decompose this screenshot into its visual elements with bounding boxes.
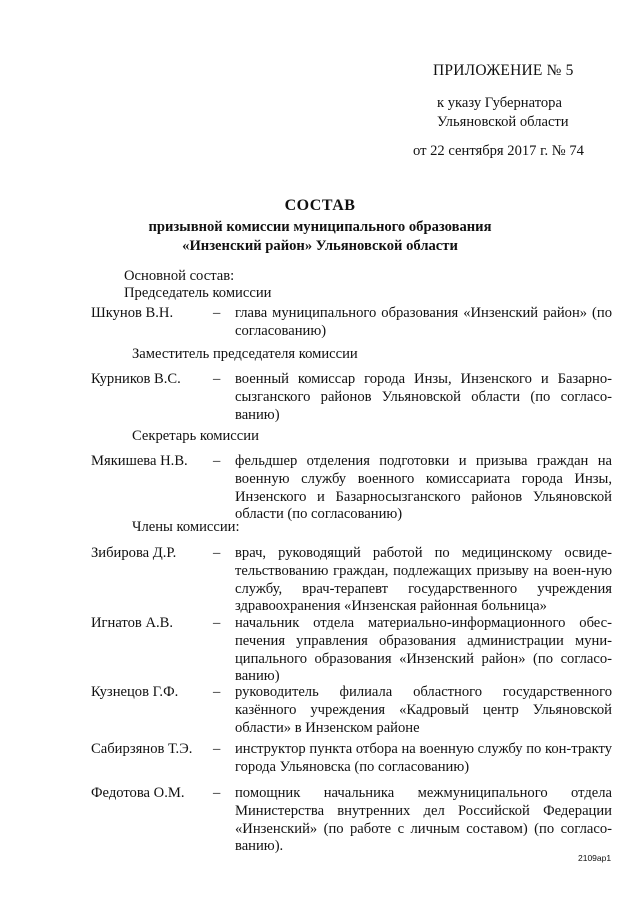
member-role: помощник начальника межмуниципального отдела Министерства внутренних дел Российской Федерации «Инзенский» (по работе с личным составом) (по согласо-ванию). xyxy=(235,785,612,855)
member-dash: – xyxy=(213,545,221,561)
member-role: руководитель филиала областного государственного казённого учреждения «Кадровый центр Ульяновской области» в Инзенском районе xyxy=(235,684,612,736)
member-dash: – xyxy=(213,785,221,801)
member-name: Мякишева Н.В. xyxy=(91,453,188,469)
member-name: Сабирзянов Т.Э. xyxy=(91,741,193,757)
member-role: начальник отдела материально-информационного обес-печения управления образования администрации муни-ципального образования «Инзенский район» (по согласо-ванию) xyxy=(235,615,612,685)
section-main-composition: Основной состав: xyxy=(124,268,235,284)
member-dash: – xyxy=(213,684,221,700)
member-role: фельдшер отделения подготовки и призыва граждан на военную службу военного комиссариата города Инзы, Инзенского и Базарносызганского районов Ульяновской области (по согласованию) xyxy=(235,453,612,523)
document-title: СОСТАВ xyxy=(284,197,356,214)
appendix-number: ПРИЛОЖЕНИЕ № 5 xyxy=(433,62,574,79)
member-dash: – xyxy=(213,305,221,321)
section-chairman: Председатель комиссии xyxy=(124,285,272,301)
member-dash: – xyxy=(213,453,221,469)
decree-date: от 22 сентября 2017 г. № 74 xyxy=(413,143,584,159)
section-members: Члены комиссии: xyxy=(132,519,240,535)
member-role: глава муниципального образования «Инзенский район» (по согласованию) xyxy=(235,305,612,339)
document-subtitle-line2: «Инзенский район» Ульяновской области xyxy=(182,238,458,254)
member-dash: – xyxy=(213,615,221,631)
member-name: Федотова О.М. xyxy=(91,785,185,801)
decree-reference-line1: к указу Губернатора xyxy=(437,95,562,111)
section-deputy: Заместитель председателя комиссии xyxy=(132,346,358,362)
member-role: инструктор пункта отбора на военную службу по кон-тракту города Ульяновска (по согласованию) xyxy=(235,741,612,775)
member-dash: – xyxy=(213,371,221,387)
document-code: 2109ap1 xyxy=(578,853,612,863)
section-secretary: Секретарь комиссии xyxy=(132,428,259,444)
member-role: врач, руководящий работой по медицинскому освиде-тельствованию граждан, подлежащих призыву на воен-ную службу, врач-терапевт государственного учреждения здравоохранения «Инзенская районная больница» xyxy=(235,545,612,615)
member-role: военный комиссар города Инзы, Инзенского и Базарно-сызганского районов Ульяновской области (по согласо-ванию) xyxy=(235,371,612,423)
member-name: Зибирова Д.Р. xyxy=(91,545,177,561)
member-name: Курников В.С. xyxy=(91,371,181,387)
member-name: Игнатов А.В. xyxy=(91,615,174,631)
member-name: Кузнецов Г.Ф. xyxy=(91,684,179,700)
decree-reference-line2: Ульяновской области xyxy=(437,114,569,130)
document-subtitle-line1: призывной комиссии муниципального образования xyxy=(148,219,492,235)
member-dash: – xyxy=(213,741,221,757)
member-name: Шкунов В.Н. xyxy=(91,305,174,321)
